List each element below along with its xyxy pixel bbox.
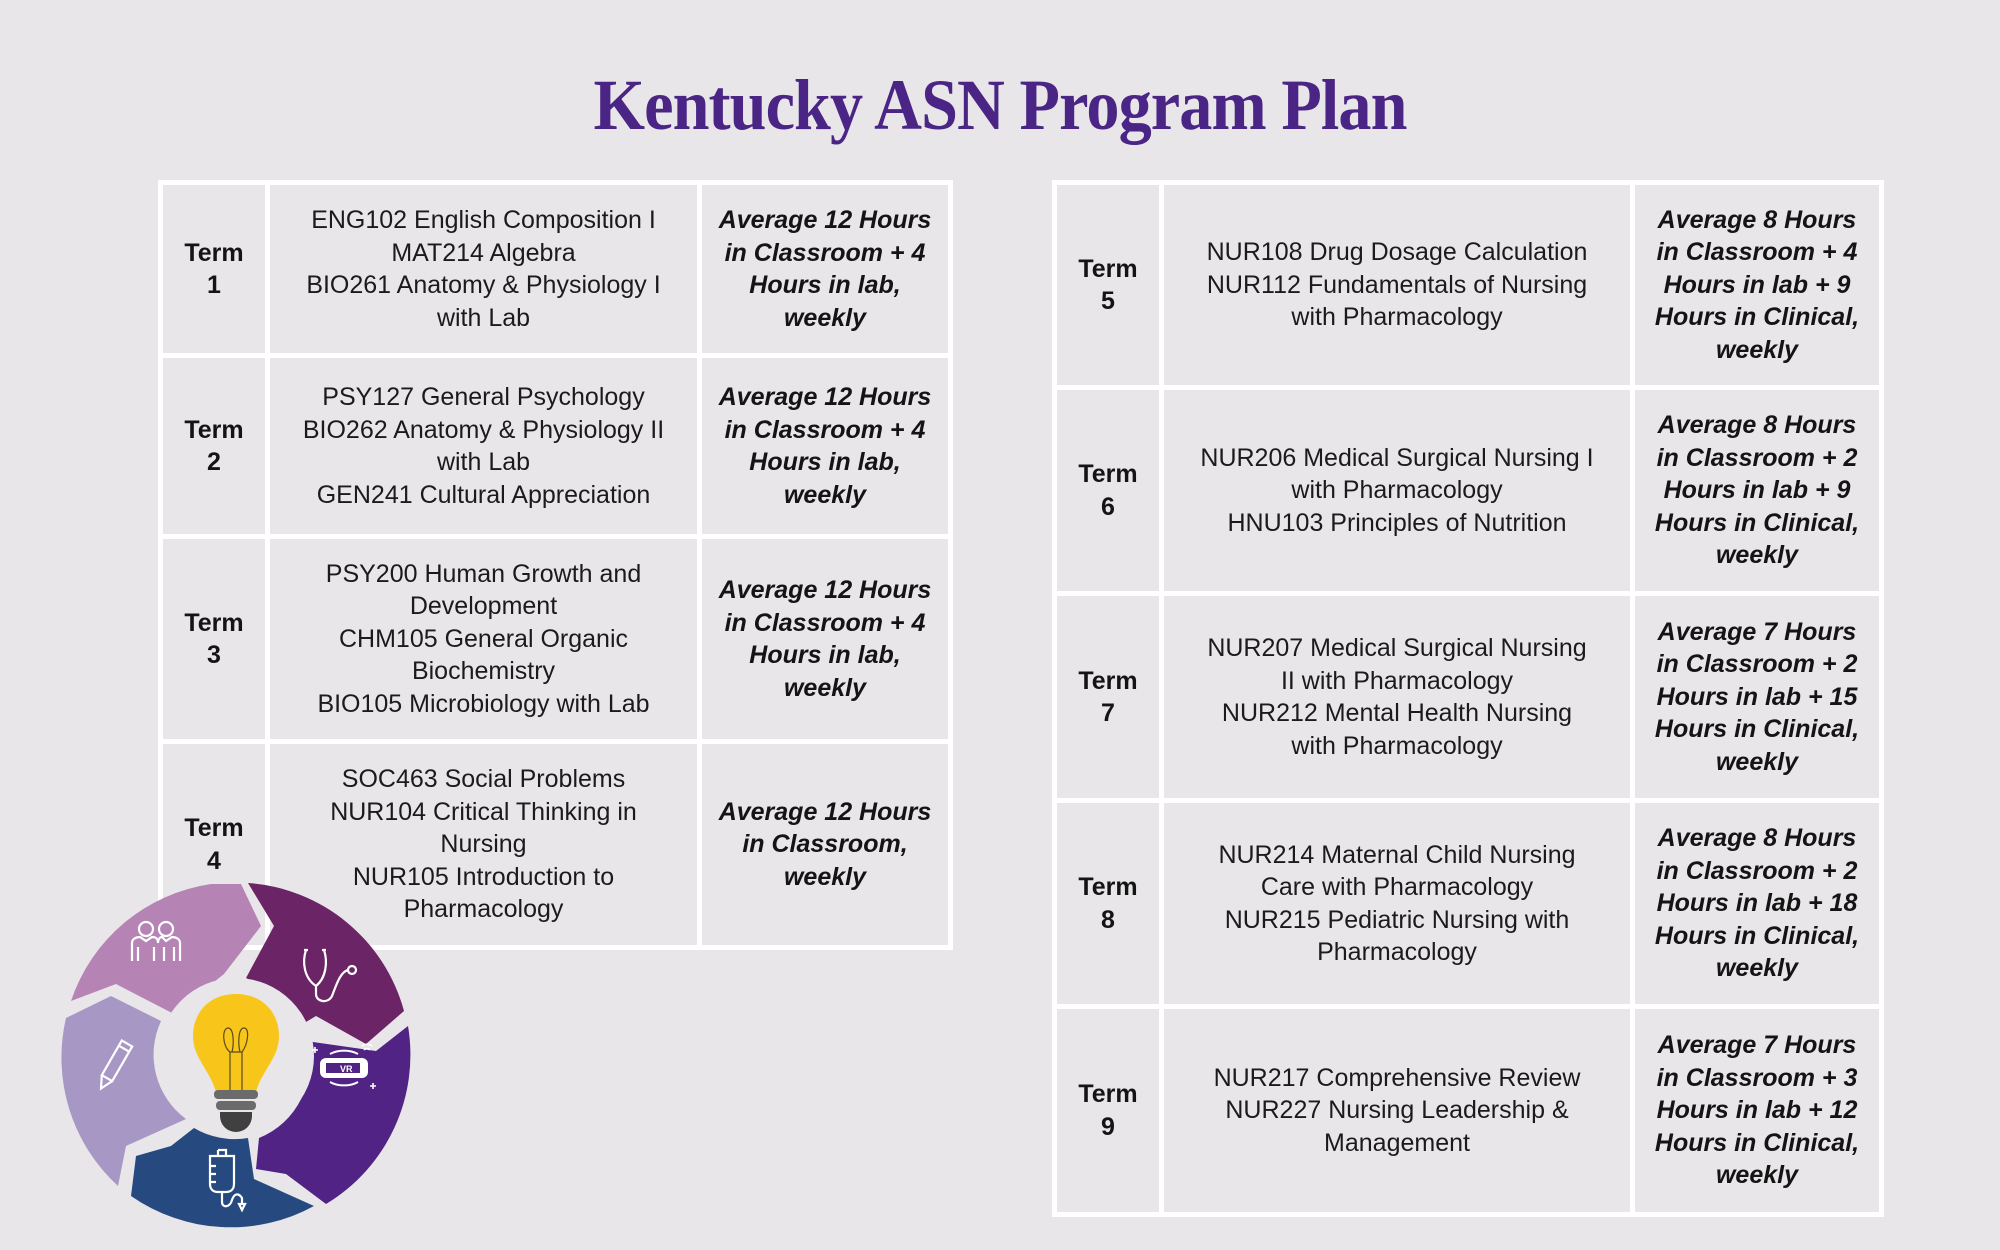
- table-row: [1057, 596, 1879, 798]
- hours-line: in Classroom + 4: [724, 238, 926, 267]
- program-plan-table-terms-1-4: [158, 180, 953, 950]
- course-line: Pharmacology: [1317, 938, 1477, 966]
- hours-line: weekly: [1715, 335, 1798, 364]
- weekly-hours-cell: [702, 744, 948, 945]
- table-row: [163, 185, 948, 353]
- hours-line: Hours in lab + 9: [1663, 476, 1851, 505]
- hours-line: in Classroom + 4: [724, 608, 926, 637]
- course-line: BIO261 Anatomy & Physiology I: [306, 271, 661, 299]
- term-number: 9: [1101, 1112, 1115, 1141]
- course-line: NUR227 Nursing Leadership &: [1225, 1096, 1569, 1125]
- hours-line: in Classroom + 3: [1656, 1063, 1858, 1092]
- term-number: 5: [1101, 287, 1115, 315]
- weekly-hours-cell: [702, 358, 948, 534]
- weekly-hours-cell: [1635, 390, 1879, 591]
- hours-line: Hours in lab + 12: [1656, 1096, 1858, 1125]
- course-line: MAT214 Algebra: [391, 238, 576, 267]
- program-wheel-graphic: [58, 878, 414, 1234]
- term-cell: [1057, 596, 1159, 798]
- vr-label: VR: [340, 1064, 353, 1074]
- course-line: HNU103 Principles of Nutrition: [1227, 508, 1567, 537]
- course-line: NUR215 Pediatric Nursing with: [1224, 905, 1570, 934]
- term-label: Term: [184, 415, 244, 444]
- term-cell: [1057, 1009, 1159, 1212]
- hours-line: Hours in lab,: [749, 448, 901, 476]
- courses-cell: [270, 539, 697, 739]
- course-line: ENG102 English Composition I: [311, 206, 656, 234]
- weekly-hours-cell: [1635, 185, 1879, 385]
- course-line: Care with Pharmacology: [1260, 873, 1534, 901]
- hours-line: Hours in Clinical,: [1654, 303, 1860, 332]
- hours-line: weekly: [1715, 954, 1798, 983]
- course-line: PSY200 Human Growth and: [325, 559, 642, 588]
- course-line: GEN241 Cultural Appreciation: [316, 480, 651, 509]
- term-number: 1: [207, 271, 221, 299]
- term-label: Term: [1078, 666, 1138, 695]
- hours-line: in Classroom + 2: [1656, 650, 1858, 679]
- hours-line: Average 8 Hours: [1657, 824, 1857, 853]
- hours-line: Hours in Clinical,: [1654, 715, 1860, 744]
- term-label: Term: [184, 608, 244, 637]
- hours-line: Hours in lab,: [749, 271, 901, 299]
- course-line: NUR212 Mental Health Nursing: [1221, 699, 1573, 727]
- hours-line: weekly: [783, 673, 866, 702]
- courses-cell: [270, 358, 697, 534]
- course-line: with Pharmacology: [1291, 731, 1503, 760]
- hours-line: Average 12 Hours: [718, 206, 932, 234]
- courses-cell: [1164, 803, 1630, 1004]
- weekly-hours-cell: [702, 539, 948, 739]
- hours-line: weekly: [1715, 541, 1798, 570]
- course-line: Biochemistry: [411, 657, 556, 686]
- term-number: 8: [1101, 905, 1115, 934]
- hours-line: weekly: [1715, 747, 1798, 776]
- hours-line: in Classroom + 2: [1656, 856, 1858, 885]
- term-cell: [163, 185, 265, 353]
- table-row: [1057, 803, 1879, 1004]
- hours-line: Average 12 Hours: [718, 576, 932, 604]
- course-line: NUR214 Maternal Child Nursing: [1218, 840, 1576, 869]
- term-label: Term: [1078, 1080, 1138, 1108]
- table-row: [163, 539, 948, 739]
- course-line: with Pharmacology: [1291, 303, 1503, 332]
- courses-cell: [1164, 185, 1630, 385]
- table-row: [1057, 390, 1879, 591]
- term-number: 2: [207, 448, 221, 476]
- term-label: Term: [184, 814, 244, 842]
- course-line: Pharmacology: [403, 895, 564, 924]
- term-number: 3: [207, 641, 221, 669]
- table-row: [163, 358, 948, 534]
- hours-line: Hours in Clinical,: [1654, 1128, 1860, 1157]
- course-line: PSY127 General Psychology: [322, 383, 645, 411]
- hours-line: weekly: [783, 862, 866, 891]
- hours-line: weekly: [1715, 1161, 1798, 1190]
- term-cell: [1057, 390, 1159, 591]
- term-cell: [163, 539, 265, 739]
- table-row: [1057, 185, 1879, 385]
- hours-line: Average 12 Hours: [718, 797, 932, 826]
- weekly-hours-cell: [702, 185, 948, 353]
- course-line: BIO262 Anatomy & Physiology II: [302, 415, 665, 444]
- course-line: NUR217 Comprehensive Review: [1213, 1063, 1581, 1092]
- courses-cell: [1164, 390, 1630, 591]
- hours-line: Hours in Clinical,: [1654, 921, 1860, 950]
- course-line: NUR206 Medical Surgical Nursing I: [1200, 443, 1594, 472]
- course-line: II with Pharmacology: [1280, 666, 1514, 695]
- hours-line: in Classroom,: [742, 830, 908, 859]
- term-number: 4: [207, 846, 221, 875]
- hours-line: Average 8 Hours: [1657, 411, 1857, 440]
- hours-line: in Classroom + 4: [724, 415, 926, 444]
- course-line: NUR108 Drug Dosage Calculation: [1206, 238, 1588, 267]
- term-number: 7: [1101, 699, 1115, 727]
- term-cell: [1057, 803, 1159, 1004]
- term-label: Term: [184, 238, 244, 267]
- course-line: Development: [409, 592, 558, 621]
- courses-cell: [1164, 596, 1630, 798]
- course-line: Nursing: [440, 830, 527, 859]
- term-cell: [163, 358, 265, 534]
- page-title: Kentucky ASN Program Plan: [593, 65, 1407, 145]
- course-line: BIO105 Microbiology with Lab: [317, 689, 650, 718]
- table-row: [1057, 1009, 1879, 1212]
- hours-line: Hours in lab,: [749, 641, 901, 669]
- term-cell: [1057, 185, 1159, 385]
- course-line: with Pharmacology: [1291, 476, 1503, 505]
- hours-line: Average 12 Hours: [718, 383, 932, 411]
- course-line: NUR104 Critical Thinking in: [330, 797, 637, 826]
- course-line: NUR112 Fundamentals of Nursing: [1206, 270, 1588, 299]
- course-line: NUR207 Medical Surgical Nursing: [1207, 634, 1587, 662]
- program-plan-table-terms-5-9: [1052, 180, 1884, 1217]
- hours-line: weekly: [783, 303, 866, 332]
- weekly-hours-cell: [1635, 803, 1879, 1004]
- hours-line: weekly: [783, 480, 866, 509]
- course-line: SOC463 Social Problems: [341, 765, 626, 794]
- term-label: Term: [1078, 254, 1138, 283]
- course-line: Management: [1324, 1128, 1470, 1157]
- course-line: with Lab: [436, 448, 531, 476]
- hours-line: in Classroom + 2: [1656, 443, 1858, 472]
- weekly-hours-cell: [1635, 1009, 1879, 1212]
- hours-line: Average 8 Hours: [1657, 205, 1857, 234]
- hours-line: Hours in lab + 15: [1656, 682, 1858, 711]
- term-number: 6: [1101, 492, 1115, 521]
- hours-line: Average 7 Hours: [1657, 1031, 1857, 1060]
- course-line: NUR105 Introduction to: [352, 862, 615, 891]
- courses-cell: [270, 185, 697, 353]
- term-label: Term: [1078, 873, 1138, 901]
- course-line: CHM105 General Organic: [338, 624, 628, 653]
- weekly-hours-cell: [1635, 596, 1879, 798]
- term-label: Term: [1078, 460, 1138, 488]
- hours-line: in Classroom + 4: [1656, 238, 1858, 267]
- course-line: with Lab: [436, 303, 531, 332]
- hours-line: Hours in lab + 9: [1663, 270, 1851, 299]
- hours-line: Hours in lab + 18: [1656, 889, 1858, 918]
- hours-line: Average 7 Hours: [1657, 617, 1857, 646]
- courses-cell: [1164, 1009, 1630, 1212]
- hours-line: Hours in Clinical,: [1654, 508, 1860, 537]
